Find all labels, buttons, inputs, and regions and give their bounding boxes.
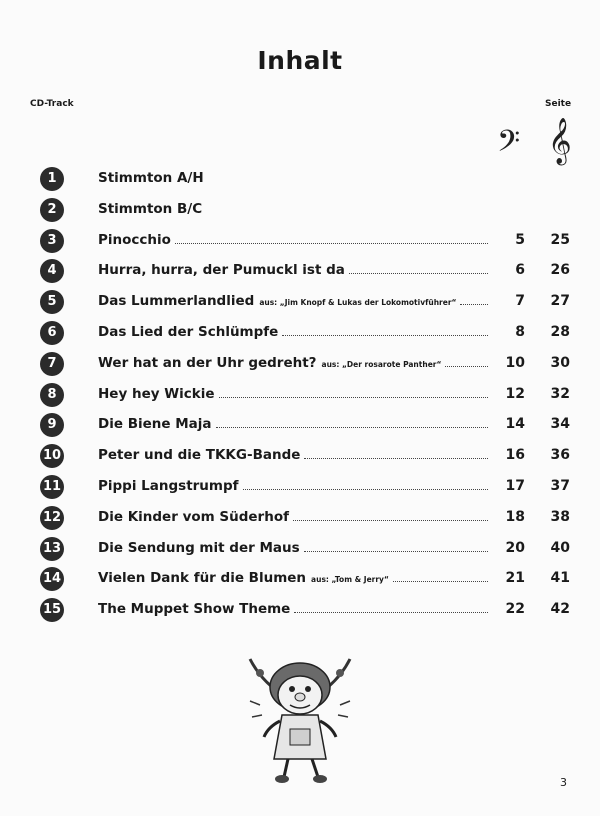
entry-title: Stimmton B/C (98, 200, 203, 217)
toc-entry[interactable] (0, 382, 600, 412)
entry-source: aus: „Jim Knopf & Lukas der Lokomotivführer“ (259, 298, 457, 308)
track-number-badge: 3 (40, 229, 64, 253)
bass-page-number: 6 (515, 262, 525, 279)
track-number-badge: 13 (40, 537, 64, 561)
dot-leader (445, 365, 488, 367)
entry-source: aus: „Der rosarote Panther“ (321, 359, 442, 369)
treble-page-number: 25 (550, 231, 570, 248)
toc-entry[interactable] (0, 197, 600, 227)
toc-entry[interactable] (0, 566, 600, 596)
treble-page-number: 40 (550, 539, 570, 556)
toc-entry[interactable] (0, 351, 600, 381)
cd-track-header: CD-Track (30, 99, 74, 109)
treble-page-number: 42 (550, 601, 570, 618)
treble-clef-icon: 𝄞 (548, 118, 572, 164)
entry-title: Das Lummerlandlied (98, 293, 255, 310)
bass-page-number: 7 (515, 293, 525, 310)
entry-title: Das Lied der Schlümpfe (98, 324, 279, 340)
dot-leader (460, 303, 488, 305)
bass-page-number: 12 (505, 385, 525, 402)
toc-entry[interactable] (0, 536, 600, 566)
entry-title: The Muppet Show Theme (98, 601, 291, 618)
treble-page-number: 37 (550, 478, 570, 494)
track-number-badge: 14 (40, 567, 64, 591)
track-number-badge: 10 (40, 444, 64, 468)
seite-header: Seite (545, 99, 572, 109)
bass-page-number: 8 (515, 324, 525, 340)
bass-clef-icon: 𝄢 (497, 125, 521, 166)
treble-page-number: 36 (550, 447, 570, 464)
dot-leader (304, 550, 488, 552)
dot-leader (294, 611, 488, 613)
treble-page-number: 27 (550, 293, 570, 310)
track-number-badge: 9 (40, 413, 64, 437)
toc-entry[interactable] (0, 412, 600, 442)
toc-entry[interactable] (0, 505, 600, 535)
treble-page-number: 28 (550, 324, 570, 340)
track-number-badge: 4 (40, 259, 64, 283)
entry-title: Pippi Langstrumpf (98, 478, 239, 494)
toc-entry[interactable] (0, 597, 600, 627)
treble-page-number: 30 (550, 354, 570, 371)
bass-page-number: 20 (505, 539, 525, 556)
bass-page-number: 17 (505, 478, 525, 494)
treble-page-number: 38 (550, 508, 570, 525)
track-number-badge: 1 (40, 167, 64, 191)
dot-leader (219, 396, 488, 398)
bass-page-number: 5 (515, 231, 525, 248)
girl-illustration-icon (240, 645, 360, 785)
treble-page-number: 41 (550, 570, 570, 587)
toc-entry[interactable] (0, 289, 600, 319)
entry-title: Pinocchio (98, 231, 171, 248)
dot-leader (293, 519, 488, 521)
dot-leader (349, 272, 488, 274)
entry-title: Stimmton A/H (98, 170, 204, 186)
entry-title: Die Biene Maja (98, 416, 212, 433)
bass-page-number: 16 (505, 447, 525, 464)
bass-page-number: 18 (505, 508, 525, 525)
page-number: 3 (560, 776, 567, 789)
track-number-badge: 5 (40, 290, 64, 314)
track-number-badge: 6 (40, 321, 64, 345)
entry-title: Die Sendung mit der Maus (98, 539, 300, 556)
dot-leader (175, 242, 488, 244)
dot-leader (282, 334, 488, 336)
entry-title: Die Kinder vom Süderhof (98, 508, 289, 525)
toc-entry[interactable] (0, 320, 600, 350)
entry-title: Hurra, hurra, der Pumuckl ist da (98, 262, 345, 279)
toc-entry[interactable] (0, 166, 600, 196)
entry-title: Hey hey Wickie (98, 385, 215, 402)
treble-page-number: 26 (550, 262, 570, 279)
toc-entry[interactable] (0, 474, 600, 504)
dot-leader (393, 580, 488, 582)
dot-leader (304, 457, 488, 459)
entry-source: aus: „Tom & Jerry“ (311, 575, 389, 585)
toc-entry[interactable] (0, 443, 600, 473)
bass-page-number: 14 (505, 416, 525, 433)
track-number-badge: 12 (40, 506, 64, 530)
toc-entry[interactable] (0, 258, 600, 288)
dot-leader (243, 488, 488, 490)
toc-entry[interactable] (0, 228, 600, 258)
track-number-badge: 8 (40, 383, 64, 407)
treble-page-number: 32 (550, 385, 570, 402)
treble-page-number: 34 (550, 416, 570, 433)
entry-title: Peter und die TKKG-Bande (98, 447, 301, 464)
entry-title: Wer hat an der Uhr gedreht? (98, 354, 317, 371)
track-number-badge: 2 (40, 198, 64, 222)
track-number-badge: 7 (40, 352, 64, 376)
dot-leader (216, 426, 488, 428)
bass-page-number: 10 (505, 354, 525, 371)
track-number-badge: 11 (40, 475, 64, 499)
bass-page-number: 21 (505, 570, 525, 587)
page-title: Inhalt (257, 46, 343, 75)
entry-title: Vielen Dank für die Blumen (98, 570, 307, 587)
track-number-badge: 15 (40, 598, 64, 622)
bass-page-number: 22 (505, 601, 525, 618)
